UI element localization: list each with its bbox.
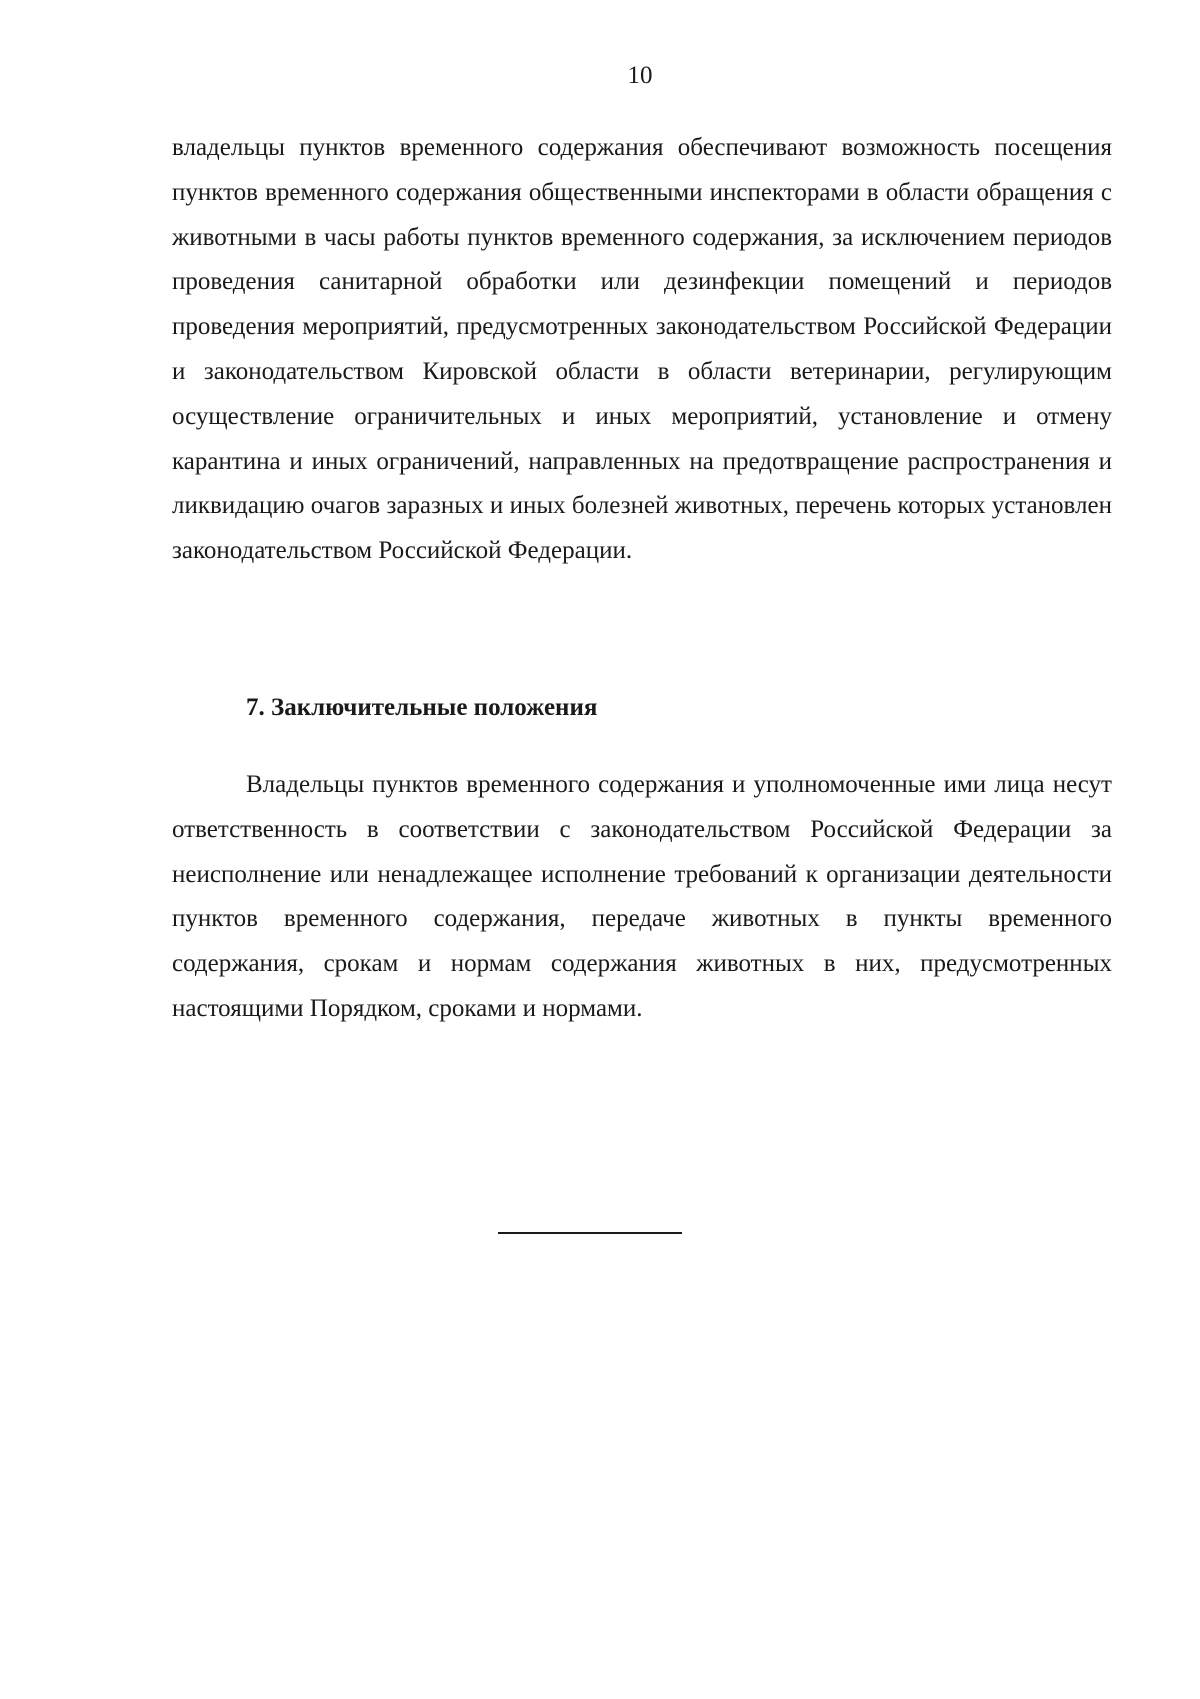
page-number: 10 — [627, 62, 653, 89]
paragraph-final-provisions: Владельцы пунктов временного содержания и уполномоченные ими лица несут ответственность в соответствии с законодательством Российской Федерации за неисполнение или ненадлежащее исполнение требований к организации деятельности пунктов временного содержания, передаче животных в пункты временного содержания, срокам и нормам содержания животных в них, предусмотренных настоящими Порядком, сроками и нормами. — [172, 771, 1112, 1022]
paragraph-continuation: владельцы пунктов временного содержания обеспечивают возможность посещения пунктов временного содержания общественными инспекторами в области обращения с животными в часы работы пунктов временного содержания, за исключением периодов проведения санитарной обработки или дезинфекции помещений и периодов проведения мероприятий, предусмотренных законодательством Российской Федерации и законодательством Кировской области в области ветеринарии, регулирующим осуществление ограничительных и иных мероприятий, установление и отмену карантина и иных ограничений, направленных на предотвращение распространения и ликвидацию очагов заразных и иных болезней животных, перечень которых установлен законодательством Российской Федерации. — [172, 134, 1112, 565]
end-of-document-rule — [498, 1232, 682, 1234]
section-heading: 7. Заключительные положения — [246, 694, 598, 721]
